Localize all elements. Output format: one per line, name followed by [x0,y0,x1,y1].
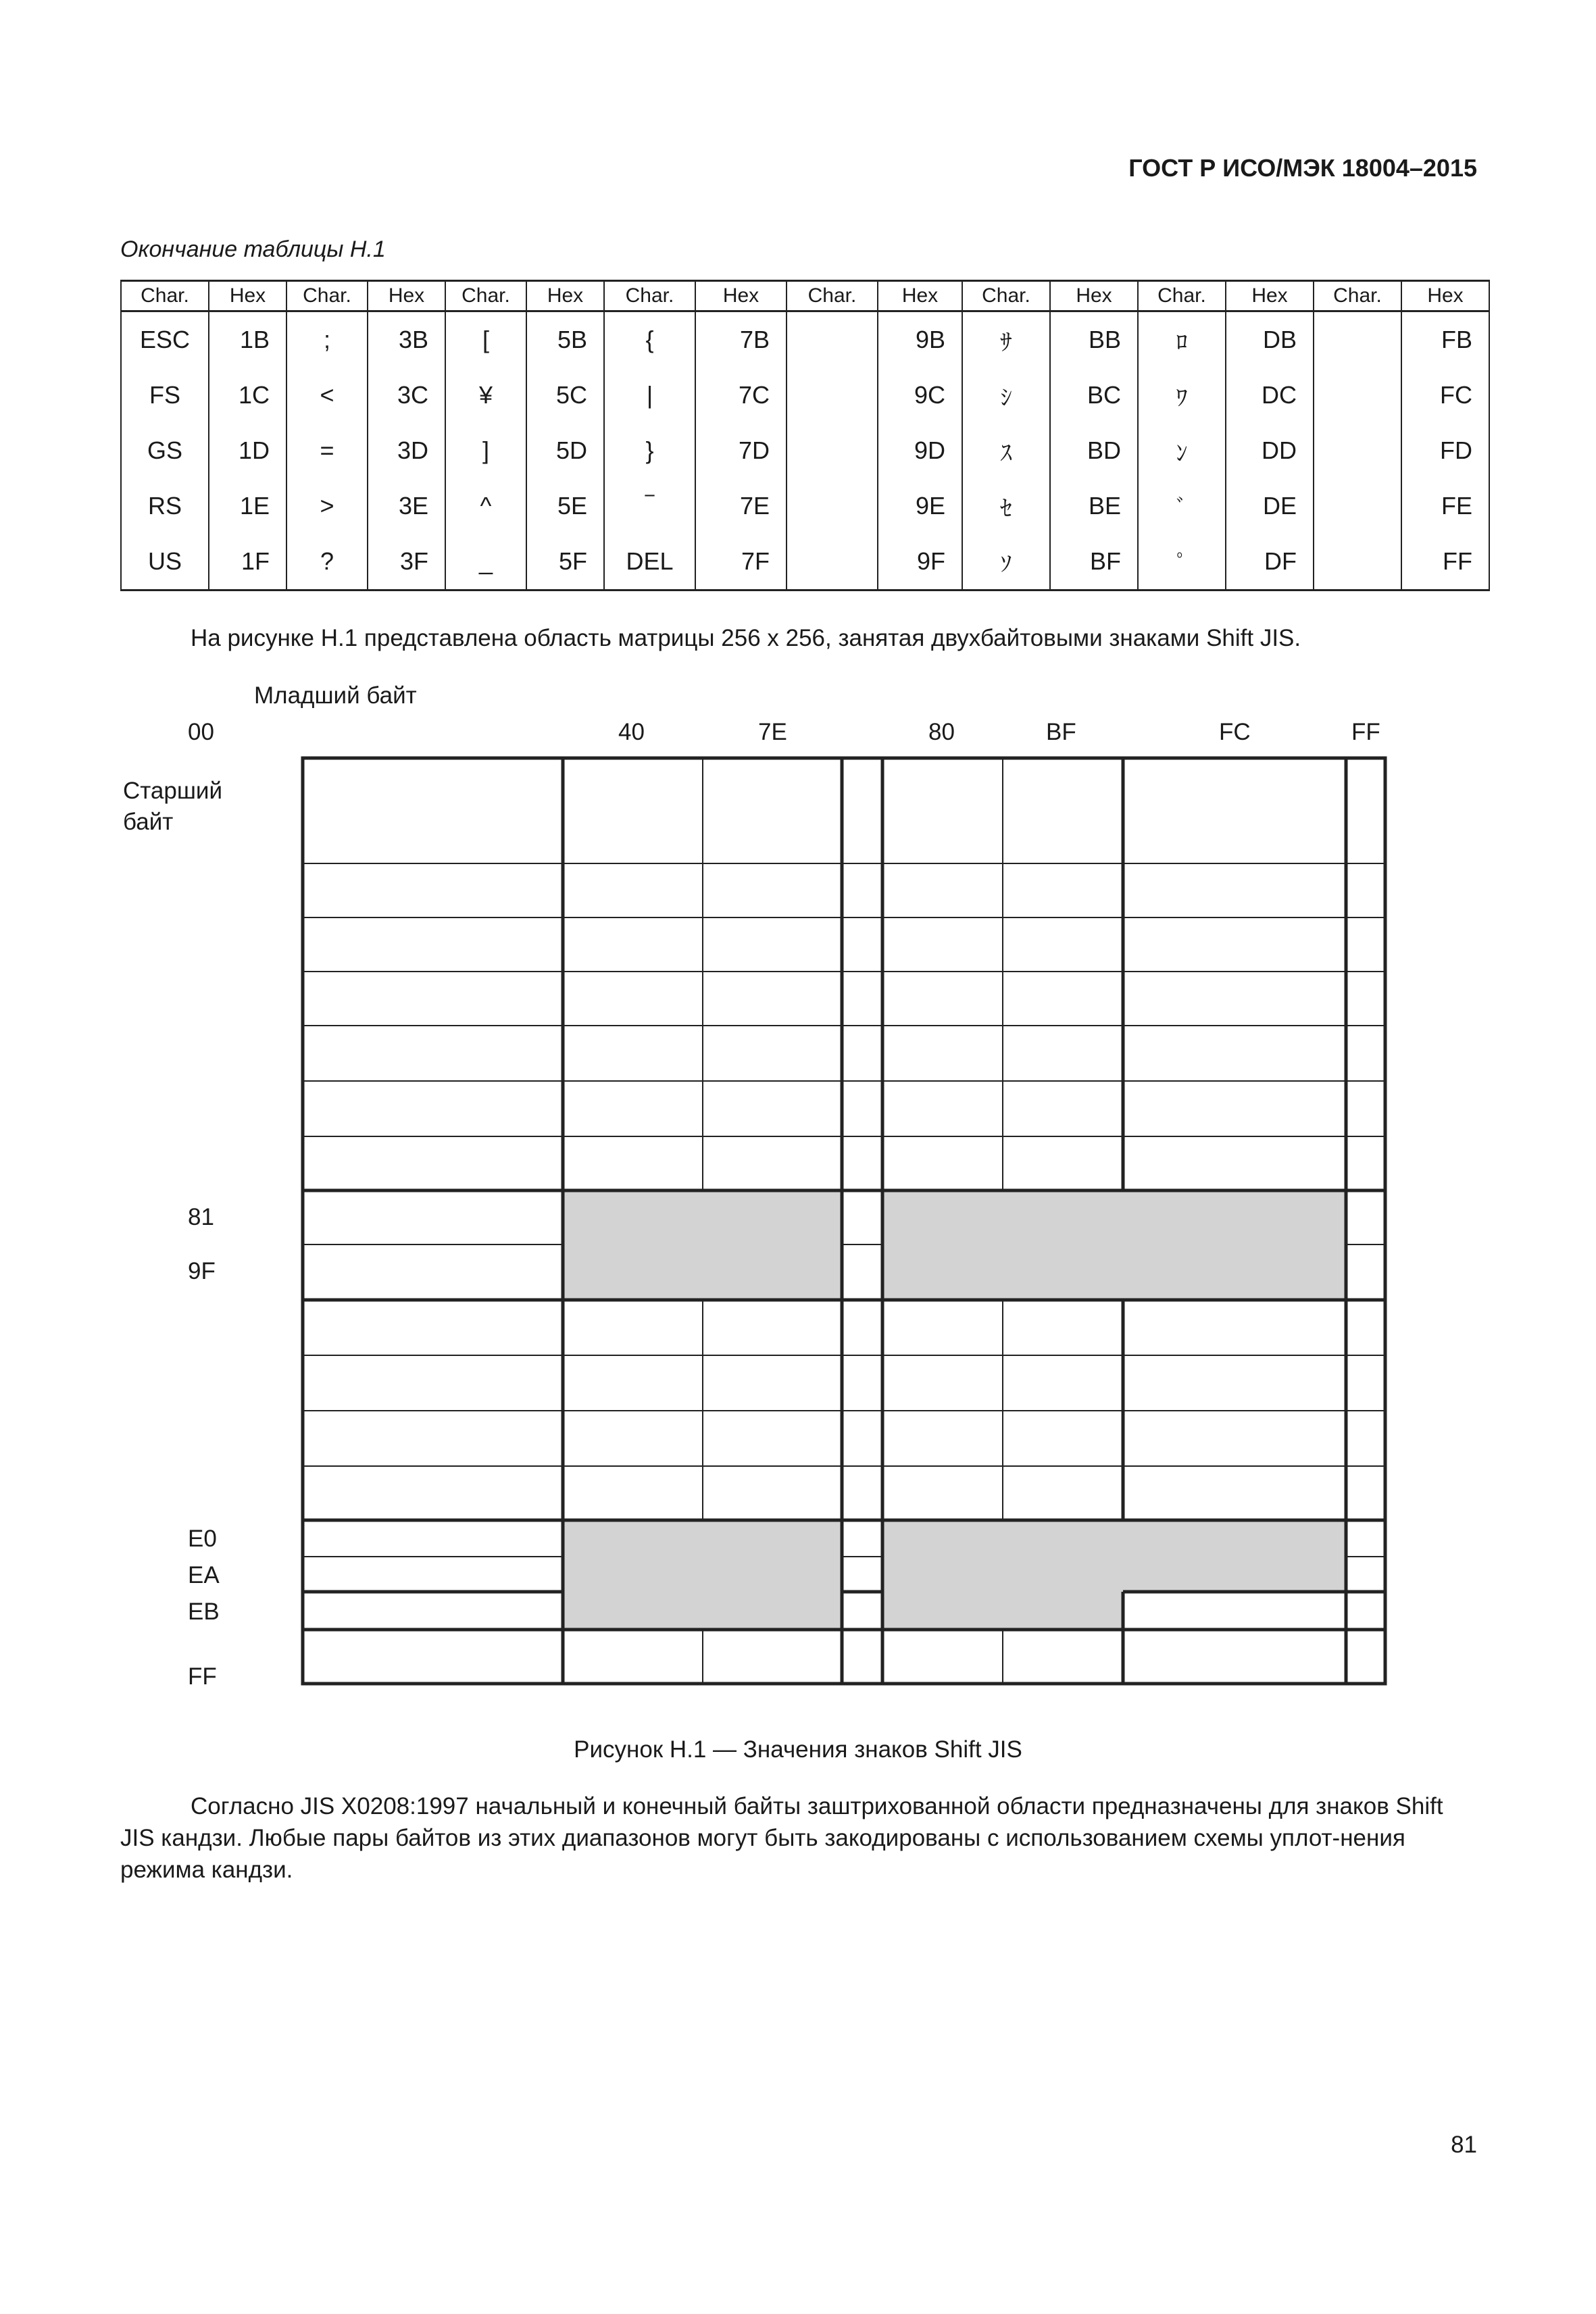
col-tick-40: 40 [618,719,645,745]
char-cell: RS [121,478,209,534]
hex-cell: 1F [209,534,286,590]
hex-cell: FC [1401,368,1489,423]
char-cell: [ [445,311,526,368]
hex-cell: FD [1401,423,1489,478]
col-tick-7e: 7E [758,719,787,745]
paragraph-kanji [120,1790,1478,1886]
table-header-15: Hex [1401,281,1489,311]
char-cell: > [286,478,368,534]
hex-cell: 9C [878,368,962,423]
hex-cell: 3B [368,311,445,368]
table-header-0: Char. [121,281,209,311]
hex-cell: DF [1226,534,1314,590]
col-tick-ff: FF [1351,719,1380,745]
col-tick-bf: BF [1046,719,1076,745]
table-header-3: Hex [368,281,445,311]
hex-cell: BB [1050,311,1138,368]
hex-cell: 9E [878,478,962,534]
char-cell: FS [121,368,209,423]
hex-cell: 7D [695,423,787,478]
row-tick-9f: 9F [188,1258,216,1284]
figure-caption: Рисунок Н.1 — Значения знаков Shift JIS [574,1736,1022,1763]
hex-cell: DB [1226,311,1314,368]
hex-cell: 9B [878,311,962,368]
page-number: 81 [1451,2132,1477,2158]
table-header-6: Char. [604,281,695,311]
char-cell: US [121,534,209,590]
table-header-9: Hex [878,281,962,311]
char-cell: { [604,311,695,368]
low-byte-label: Младший байт [254,682,417,709]
high-byte-label-line1: Старший [123,778,223,804]
hex-cell: 5E [526,478,604,534]
col-tick-fc: FC [1219,719,1251,745]
char-cell: ﾛ [1138,311,1226,368]
char-cell: ﾝ [1138,423,1226,478]
shade-e0-eb-80-fc [882,1520,1346,1630]
char-cell: ? [286,534,368,590]
char-cell: ] [445,423,526,478]
char-cell: _ [445,534,526,590]
hex-cell: 7B [695,311,787,368]
table-header-13: Hex [1226,281,1314,311]
hex-cell: 7F [695,534,787,590]
hex-cell: BF [1050,534,1138,590]
char-cell: ｻ [962,311,1050,368]
hex-cell: BD [1050,423,1138,478]
char-cell: ﾜ [1138,368,1226,423]
col-tick-00: 00 [188,719,214,745]
row-tick-ea: EA [188,1562,220,1588]
hex-cell: DD [1226,423,1314,478]
char-cell: < [286,368,368,423]
hex-cell: 3D [368,423,445,478]
hex-cell: 5D [526,423,604,478]
table-header-5: Hex [526,281,604,311]
char-cell: ‾ [604,478,695,534]
hex-cell: 1B [209,311,286,368]
table-header-11: Hex [1050,281,1138,311]
char-cell: ﾟ [1138,534,1226,590]
row-tick-eb: EB [188,1599,220,1625]
char-cell: | [604,368,695,423]
table-header-12: Char. [1138,281,1226,311]
char-cell: ¥ [445,368,526,423]
table-header-1: Hex [209,281,286,311]
hex-cell: 9F [878,534,962,590]
hex-cell: 7C [695,368,787,423]
hex-cell: 1C [209,368,286,423]
table-header-2: Char. [286,281,368,311]
char-cell: ｿ [962,534,1050,590]
char-cell: ｾ [962,478,1050,534]
char-cell: ; [286,311,368,368]
hex-cell: 5F [526,534,604,590]
char-cell: ｽ [962,423,1050,478]
char-cell: ﾞ [1138,478,1226,534]
char-cell: DEL [604,534,695,590]
hex-cell: FB [1401,311,1489,368]
char-cell: = [286,423,368,478]
hex-cell: DC [1226,368,1314,423]
paragraph-kanji-text: Согласно JIS X0208:1997 начальный и конечный байты заштрихованной области предназначены для знаков Shift JIS кандзи. Любые пары байтов из этих диапазонов могут быть закодированы с использованием схемы уплот-нения режима кандзи. [120,1793,1443,1883]
hex-cell: 5C [526,368,604,423]
row-tick-81: 81 [188,1204,214,1230]
hex-cell: 1D [209,423,286,478]
hex-cell: 1E [209,478,286,534]
shade-81-9f-40-7e [563,1190,842,1300]
char-cell: } [604,423,695,478]
hex-cell: 3F [368,534,445,590]
hex-cell: 5B [526,311,604,368]
hex-cell: 3E [368,478,445,534]
row-tick-e0: E0 [188,1526,217,1552]
table-header-14: Char. [1314,281,1401,311]
col-tick-80: 80 [928,719,955,745]
table-header-7: Hex [695,281,787,311]
hex-cell: FF [1401,534,1489,590]
hex-cell: 7E [695,478,787,534]
char-cell: ^ [445,478,526,534]
table-caption: Окончание таблицы Н.1 [120,236,386,262]
row-tick-ff: FF [188,1663,217,1690]
standard-title: ГОСТ Р ИСО/МЭК 18004–2015 [1128,154,1477,182]
paragraph-intro: На рисунке Н.1 представлена область матрицы 256 х 256, занятая двухбайтовыми знаками Shift JIS. [191,625,1301,651]
table-header-4: Char. [445,281,526,311]
high-byte-label-line2: байт [123,809,174,835]
hex-cell: BE [1050,478,1138,534]
table-header-10: Char. [962,281,1050,311]
shade-e0-eb-40-7e [563,1520,842,1630]
table-header-8: Char. [787,281,878,311]
hex-cell: 3C [368,368,445,423]
hex-cell: FE [1401,478,1489,534]
char-cell: ESC [121,311,209,368]
hex-cell: 9D [878,423,962,478]
char-cell: GS [121,423,209,478]
hex-cell: BC [1050,368,1138,423]
hex-cell: DE [1226,478,1314,534]
shade-81-9f-80-fc [882,1190,1346,1300]
char-cell: ｼ [962,368,1050,423]
